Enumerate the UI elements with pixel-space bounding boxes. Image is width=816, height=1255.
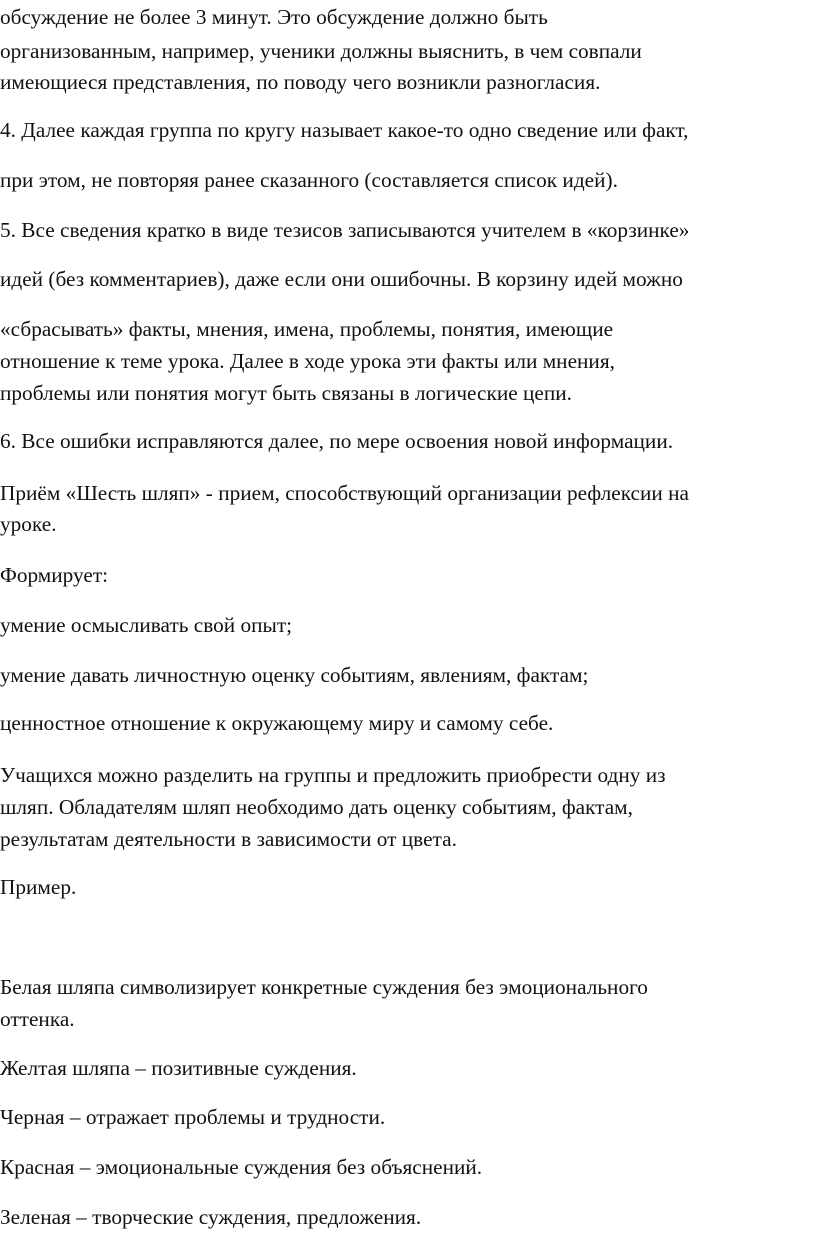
text-line: Зеленая – творческие суждения, предложения.	[0, 1205, 422, 1229]
text-line: Формирует:	[0, 563, 109, 587]
text-line: результатам деятельности в зависимости от цвета.	[0, 827, 457, 851]
text-line: умение осмысливать свой опыт;	[0, 613, 293, 637]
text-line: оттенка.	[0, 1007, 75, 1031]
text-line: проблемы или понятия могут быть связаны в логические цепи.	[0, 381, 572, 405]
text-line: уроке.	[0, 512, 57, 536]
text-line: Желтая шляпа – позитивные суждения.	[0, 1056, 357, 1080]
text-line: Красная – эмоциональные суждения без объяснений.	[0, 1155, 483, 1179]
text-line: шляп. Обладателям шляп необходимо дать оценку событиям, фактам,	[0, 795, 633, 819]
text-line: 4. Далее каждая группа по кругу называет какое-то одно сведение или факт,	[0, 118, 689, 142]
text-line: ценностное отношение к окружающему миру и самому себе.	[0, 711, 554, 735]
text-line: Белая шляпа символизирует конкретные суждения без эмоционального	[0, 975, 648, 999]
text-line: «сбрасывать» факты, мнения, имена, проблемы, понятия, имеющие	[0, 317, 614, 341]
text-line: 5. Все сведения кратко в виде тезисов записываются учителем в «корзинке»	[0, 218, 690, 242]
text-line: 6. Все ошибки исправляются далее, по мере освоения новой информации.	[0, 429, 674, 453]
text-line: имеющиеся представления, по поводу чего возникли разногласия.	[0, 70, 601, 94]
text-line: отношение к теме урока. Далее в ходе урока эти факты или мнения,	[0, 349, 615, 373]
text-line: при этом, не повторяя ранее сказанного (составляется список идей).	[0, 168, 618, 192]
text-line: идей (без комментариев), даже если они ошибочны. В корзину идей можно	[0, 267, 683, 291]
text-line: Учащихся можно разделить на группы и предложить приобрести одну из	[0, 763, 666, 787]
text-line: умение давать личностную оценку событиям, явлениям, фактам;	[0, 663, 589, 687]
text-line: Приём «Шесть шляп» - прием, способствующий организации рефлексии на	[0, 481, 689, 505]
text-line: Пример.	[0, 875, 77, 899]
text-line: обсуждение не более 3 минут. Это обсуждение должно быть	[0, 5, 548, 29]
text-line: Черная – отражает проблемы и трудности.	[0, 1105, 386, 1129]
text-line: организованным, например, ученики должны выяснить, в чем совпали	[0, 39, 642, 63]
